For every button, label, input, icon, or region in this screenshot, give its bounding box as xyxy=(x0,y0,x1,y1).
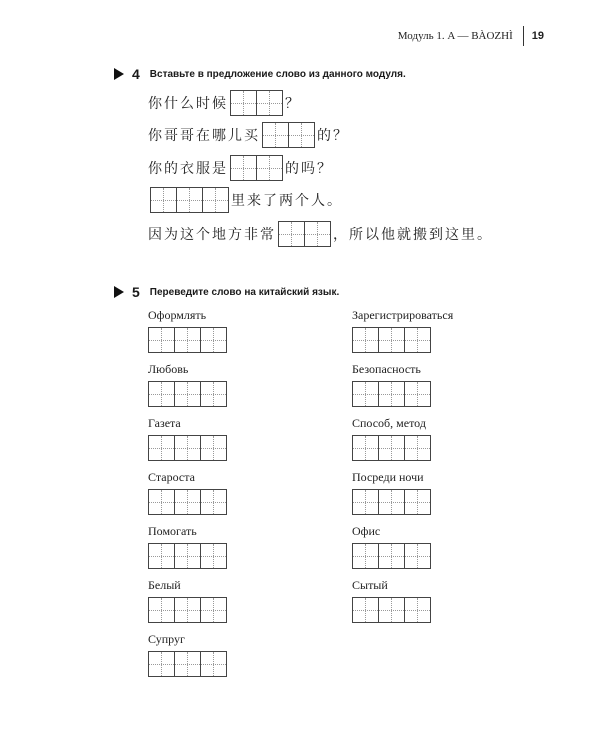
writing-grid[interactable] xyxy=(150,187,229,213)
word-label: Безопасность xyxy=(352,362,421,376)
writing-cell[interactable] xyxy=(353,382,378,406)
sentence-before: 你哥哥在哪儿买 xyxy=(148,128,260,144)
writing-cell[interactable] xyxy=(353,490,378,514)
writing-cell[interactable] xyxy=(149,436,174,460)
writing-cell[interactable] xyxy=(404,490,430,514)
writing-cell[interactable] xyxy=(174,490,200,514)
writing-grid[interactable] xyxy=(148,327,227,353)
writing-grid[interactable] xyxy=(278,221,331,247)
sentence-before: 你什么时候 xyxy=(148,96,228,112)
writing-cell[interactable] xyxy=(231,156,256,180)
writing-cell[interactable] xyxy=(200,490,226,514)
writing-grid[interactable] xyxy=(352,489,431,515)
word-label: Газета xyxy=(148,416,181,430)
writing-cell[interactable] xyxy=(231,91,256,115)
word-label: Любовь xyxy=(148,362,189,376)
writing-cell[interactable] xyxy=(200,544,226,568)
writing-cell[interactable] xyxy=(200,652,226,676)
writing-cell[interactable] xyxy=(378,328,404,352)
word-label: Староста xyxy=(148,470,195,484)
fill-in-sentence xyxy=(148,122,349,148)
fill-in-sentence xyxy=(148,90,301,116)
writing-cell[interactable] xyxy=(404,544,430,568)
writing-grid[interactable] xyxy=(148,435,227,461)
writing-cell[interactable] xyxy=(378,436,404,460)
writing-cell[interactable] xyxy=(353,598,378,622)
page-header xyxy=(398,26,544,46)
writing-cell[interactable] xyxy=(404,382,430,406)
writing-grid[interactable] xyxy=(148,597,227,623)
word-label: Сытый xyxy=(352,578,388,592)
writing-cell[interactable] xyxy=(149,490,174,514)
writing-cell[interactable] xyxy=(149,328,174,352)
exercise-number: 5 xyxy=(132,284,140,300)
sentence-after: 的吗？ xyxy=(285,161,333,177)
writing-grid[interactable] xyxy=(230,90,283,116)
writing-cell[interactable] xyxy=(149,382,174,406)
writing-cell[interactable] xyxy=(149,598,174,622)
writing-cell[interactable] xyxy=(404,436,430,460)
writing-grid[interactable] xyxy=(230,155,283,181)
writing-grid[interactable] xyxy=(148,489,227,515)
fill-in-sentence xyxy=(148,187,343,213)
fill-in-sentence xyxy=(148,155,333,181)
fill-in-sentence xyxy=(148,221,493,247)
word-label: Супруг xyxy=(148,632,185,646)
writing-cell[interactable] xyxy=(256,91,282,115)
writing-cell[interactable] xyxy=(288,123,314,147)
writing-grid[interactable] xyxy=(352,435,431,461)
writing-cell[interactable] xyxy=(378,598,404,622)
writing-cell[interactable] xyxy=(149,544,174,568)
translation-item xyxy=(148,470,227,518)
writing-cell[interactable] xyxy=(404,328,430,352)
writing-cell[interactable] xyxy=(404,598,430,622)
word-label: Офис xyxy=(352,524,381,538)
writing-cell[interactable] xyxy=(149,652,174,676)
writing-cell[interactable] xyxy=(378,544,404,568)
writing-grid[interactable] xyxy=(352,597,431,623)
word-label: Оформлять xyxy=(148,308,207,322)
sentence-after: ，所以他就搬到这里。 xyxy=(333,227,493,243)
writing-cell[interactable] xyxy=(263,123,288,147)
sentence-before: 因为这个地方非常 xyxy=(148,227,276,243)
writing-cell[interactable] xyxy=(174,652,200,676)
sentence-before: 你的衣服是 xyxy=(148,161,228,177)
writing-grid[interactable] xyxy=(148,543,227,569)
exercise-4-heading xyxy=(114,66,406,82)
word-label: Помогать xyxy=(148,524,197,538)
sentence-after: 里来了两个人。 xyxy=(231,193,343,209)
exercise-instruction: Переведите слово на китайский язык. xyxy=(149,286,340,298)
writing-grid[interactable] xyxy=(148,381,227,407)
writing-cell[interactable] xyxy=(378,490,404,514)
word-label: Способ, метод xyxy=(352,416,426,430)
sentence-after: 的？ xyxy=(317,128,349,144)
translation-item xyxy=(352,470,431,518)
writing-cell[interactable] xyxy=(174,436,200,460)
running-title: Модуль 1. A — BÀOZHÌ xyxy=(397,30,513,42)
header-divider xyxy=(523,26,524,46)
word-label: Посреди ночи xyxy=(352,470,424,484)
page-number: 19 xyxy=(531,30,544,42)
writing-cell[interactable] xyxy=(174,598,200,622)
writing-cell[interactable] xyxy=(202,188,228,212)
writing-cell[interactable] xyxy=(174,544,200,568)
translation-item xyxy=(148,308,227,356)
play-arrow-icon xyxy=(114,286,124,298)
writing-cell[interactable] xyxy=(151,188,176,212)
writing-cell[interactable] xyxy=(378,382,404,406)
translation-item xyxy=(352,308,453,356)
writing-cell[interactable] xyxy=(174,328,200,352)
translation-item xyxy=(148,578,227,626)
translation-item xyxy=(148,362,227,410)
writing-grid[interactable] xyxy=(262,122,315,148)
translation-item xyxy=(352,362,431,410)
writing-grid[interactable] xyxy=(352,543,431,569)
writing-grid[interactable] xyxy=(352,327,431,353)
exercise-instruction: Вставьте в предложение слово из данного модуля. xyxy=(149,68,406,80)
writing-cell[interactable] xyxy=(353,328,378,352)
writing-cell[interactable] xyxy=(353,436,378,460)
writing-cell[interactable] xyxy=(279,222,304,246)
writing-cell[interactable] xyxy=(200,382,226,406)
word-label: Зарегистрироваться xyxy=(352,308,454,322)
word-label: Белый xyxy=(148,578,181,592)
translation-item xyxy=(352,578,431,626)
exercise-5-heading xyxy=(114,284,339,300)
translation-item xyxy=(148,632,227,680)
writing-cell[interactable] xyxy=(304,222,330,246)
play-arrow-icon xyxy=(114,68,124,80)
translation-item xyxy=(148,416,227,464)
writing-cell[interactable] xyxy=(174,382,200,406)
writing-cell[interactable] xyxy=(256,156,282,180)
writing-cell[interactable] xyxy=(353,544,378,568)
writing-cell[interactable] xyxy=(200,436,226,460)
writing-cell[interactable] xyxy=(176,188,202,212)
exercise-number: 4 xyxy=(132,66,140,82)
writing-grid[interactable] xyxy=(352,381,431,407)
sentence-after: ？ xyxy=(285,96,301,112)
writing-cell[interactable] xyxy=(200,328,226,352)
writing-cell[interactable] xyxy=(200,598,226,622)
translation-item xyxy=(148,524,227,572)
translation-item xyxy=(352,524,431,572)
writing-grid[interactable] xyxy=(148,651,227,677)
translation-item xyxy=(352,416,431,464)
